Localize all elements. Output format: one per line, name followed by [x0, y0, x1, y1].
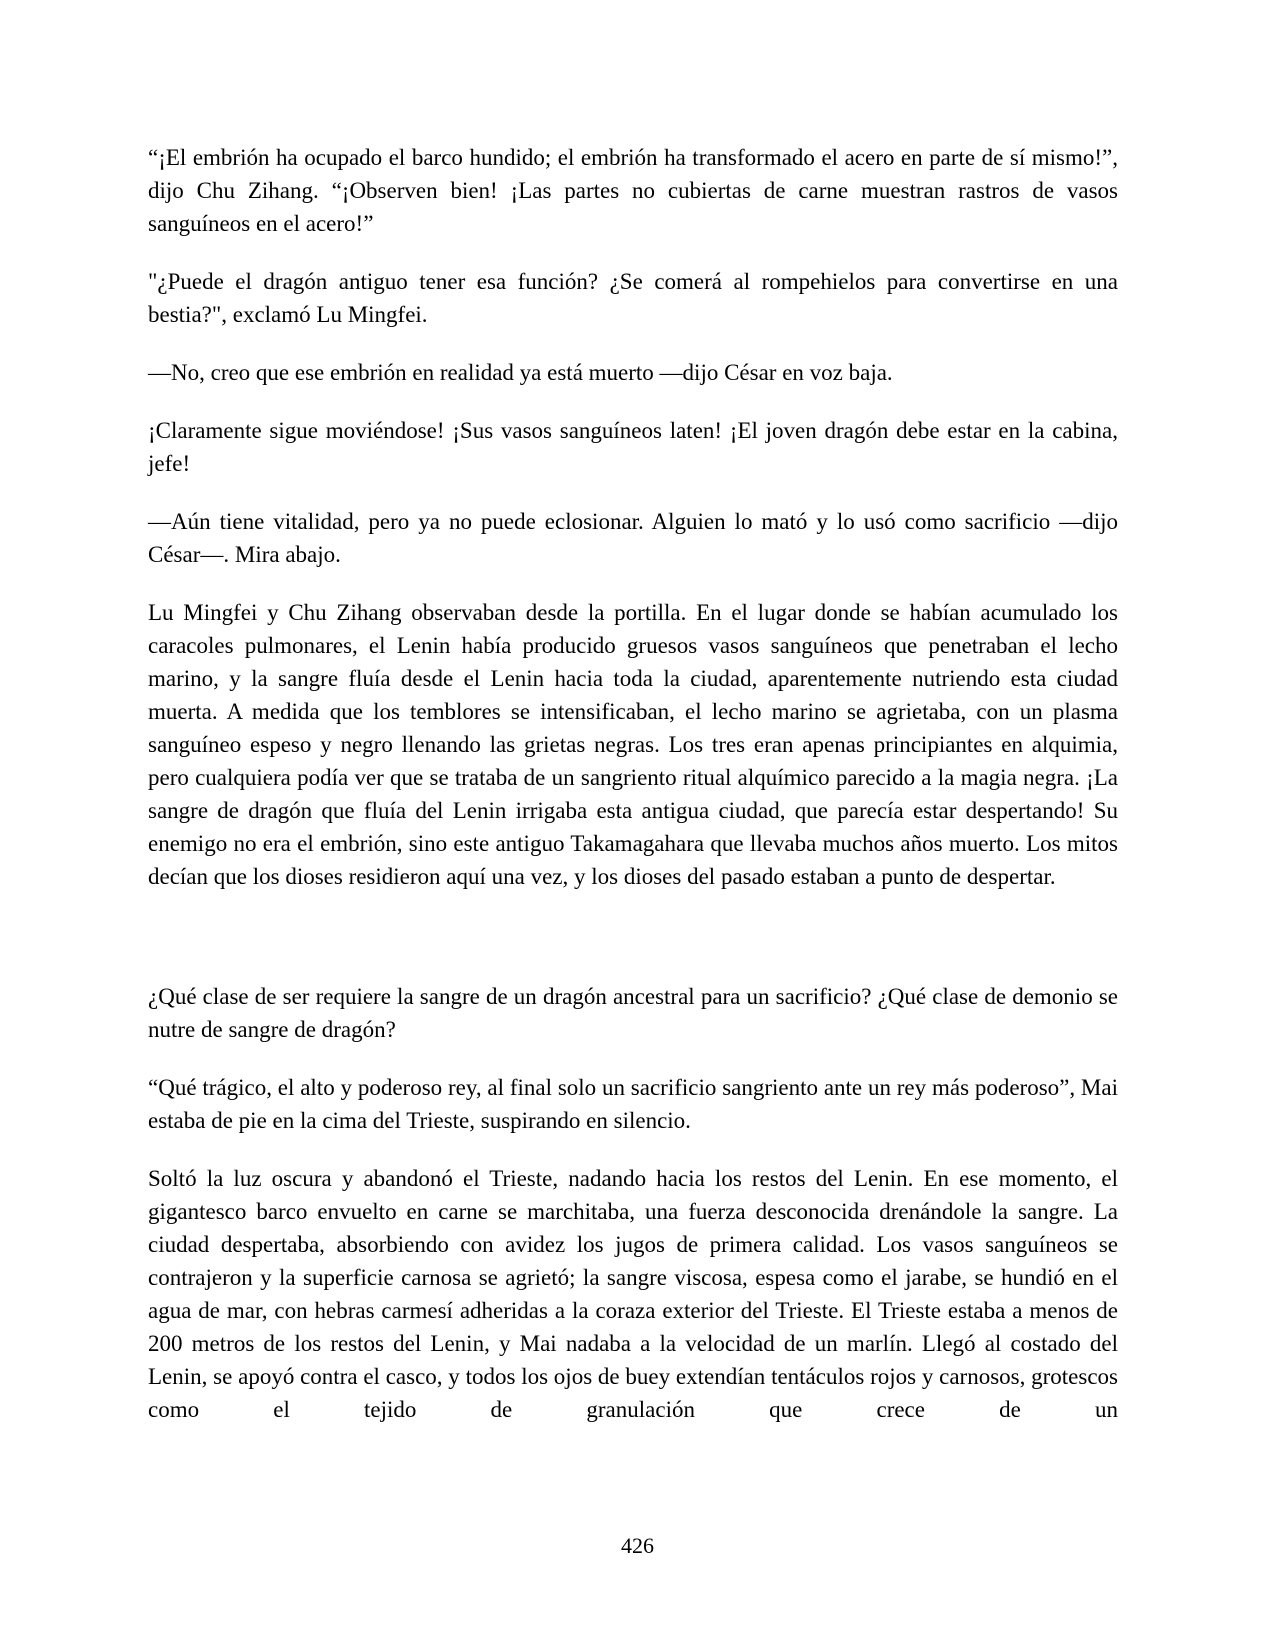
paragraph-1: “¡El embrión ha ocupado el barco hundido; el embrión ha transformado el acero en parte de sí mismo!”, dijo Chu Zihang. “¡Observen bien! ¡Las partes no cubiertas de carne muestran rastros de vasos sanguíneos en el acero!” [148, 145, 1118, 236]
paragraph-2: "¿Puede el dragón antiguo tener esa función? ¿Se comerá al rompehielos para convertirse en una bestia?", exclamó Lu Mingfei. [148, 269, 1118, 327]
paragraph-6: Lu Mingfei y Chu Zihang observaban desde la portilla. En el lugar donde se habían acumulado los caracoles pulmonares, el Lenin había producido gruesos vasos sanguíneos que penetraban el lecho marino, y la sangre fluía desde el Lenin hacia toda la ciudad, aparentemente nutriendo esta ciudad muerta. A medida que los temblores se intensificaban, el lecho marino se agrietaba, con un plasma sanguíneo espeso y negro llenando las grietas negras. Los tres eran apenas principiantes en alquimia, pero cualquiera podía ver que se trataba de un sangriento ritual alquímico parecido a la magia negra. ¡La sangre de dragón que fluía del Lenin irrigaba esta antigua ciudad, que parecía estar despertando! Su enemigo no era el embrión, sino este antiguo Takamagahara que llevaba muchos años muerto. Los mitos decían que los dioses residieron aquí una vez, y los dioses del pasado estaban a punto de despertar. [148, 600, 1118, 889]
section-break [148, 918, 1118, 980]
page-number: 426 [621, 1533, 654, 1558]
paragraph-3: —No, creo que ese embrión en realidad ya está muerto —dijo César en voz baja. [148, 360, 893, 385]
page-body [148, 141, 1118, 1451]
paragraph-8: “Qué trágico, el alto y poderoso rey, al final solo un sacrificio sangriento ante un rey más poderoso”, Mai estaba de pie en la cima del Trieste, suspirando en silencio. [148, 1075, 1118, 1133]
paragraph-9: Soltó la luz oscura y abandonó el Trieste, nadando hacia los restos del Lenin. En ese momento, el gigantesco barco envuelto en carne se marchitaba, una fuerza desconocida drenándole la sangre. La ciudad despertaba, absorbiendo con avidez los jugos de primera calidad. Los vasos sanguíneos se contrajeron y la superficie carnosa se agrietó; la sangre viscosa, espesa como el jarabe, se hundió en el agua de mar, con hebras carmesí adheridas a la coraza exterior del Trieste. El Trieste estaba a menos de 200 metros de los restos del Lenin, y Mai nadaba a la velocidad de un marlín. Llegó al costado del Lenin, se apoyó contra el casco, y todos los ojos de buey extendían tentáculos rojos y carnosos, grotescos como el tejido de granulación que crece de un [148, 1166, 1118, 1422]
paragraph-5: —Aún tiene vitalidad, pero ya no puede eclosionar. Alguien lo mató y lo usó como sacrificio —dijo César—. Mira abajo. [148, 509, 1118, 567]
paragraph-7: ¿Qué clase de ser requiere la sangre de un dragón ancestral para un sacrificio? ¿Qué clase de demonio se nutre de sangre de dragón? [148, 984, 1118, 1042]
paragraph-4: ¡Claramente sigue moviéndose! ¡Sus vasos sanguíneos laten! ¡El joven dragón debe estar en la cabina, jefe! [148, 418, 1118, 476]
